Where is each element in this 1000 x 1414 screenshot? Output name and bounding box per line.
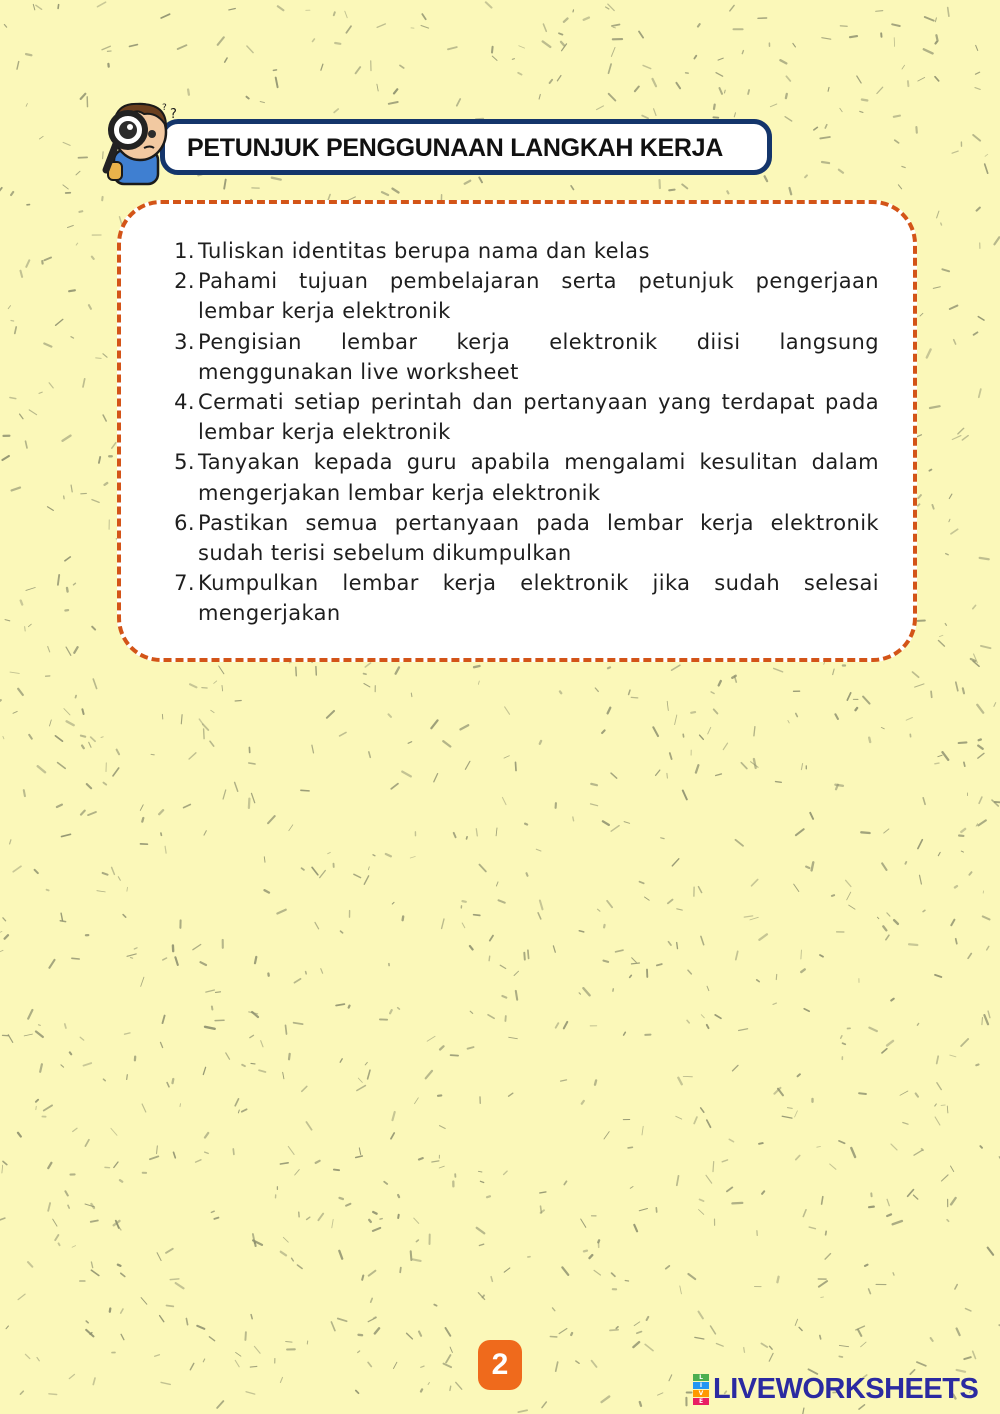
step-text: Tuliskan identitas berupa nama dan kelas (198, 239, 650, 263)
svg-text:?: ? (170, 107, 177, 122)
brand-name: LIVEWORKSHEETS (713, 1372, 979, 1405)
step-number: 6. (174, 510, 195, 535)
step-number: 4. (174, 390, 195, 415)
list-item (174, 266, 879, 326)
page-title: PETUNJUK PENGGUNAAN LANGKAH KERJA (187, 134, 723, 162)
list-item (174, 387, 879, 447)
mark-letter: I (693, 1382, 709, 1389)
list-item (174, 447, 879, 507)
instructions-card (117, 200, 917, 662)
list-item (174, 327, 879, 387)
title-banner (160, 119, 772, 175)
mark-letter: E (693, 1398, 709, 1405)
list-item (174, 508, 879, 568)
step-text: Tanyakan kepada guru apabila mengalami kesulitan dalam mengerjakan lembar kerja elektronik (198, 450, 879, 505)
step-number: 2. (174, 269, 195, 294)
step-number: 5. (174, 450, 195, 475)
list-item (174, 568, 879, 628)
list-item (174, 236, 879, 266)
step-number: 1. (174, 239, 195, 263)
step-number: 7. (174, 571, 195, 596)
step-text: Pastikan semua pertanyaan pada lembar kerja elektronik sudah terisi sebelum dikumpulkan (198, 510, 879, 566)
step-number: 3. (174, 329, 195, 354)
mark-letter: V (693, 1390, 709, 1397)
liveworksheets-mark-icon (693, 1374, 709, 1405)
liveworksheets-logo[interactable] (693, 1373, 978, 1405)
mark-letter: L (693, 1374, 709, 1381)
step-text: Kumpulkan lembar kerja elektronik jika sudah selesai mengerjakan (198, 571, 879, 626)
step-text: Cermati setiap perintah dan pertanyaan yang terdapat pada lembar kerja elektronik (198, 390, 879, 445)
instructions-list (174, 236, 879, 629)
detective-magnifier-icon (96, 98, 186, 188)
svg-text:?: ? (162, 103, 167, 113)
page-number-badge: 2 (478, 1340, 522, 1390)
step-text: Pahami tujuan pembelajaran serta petunjuk pengerjaan lembar kerja elektronik (198, 269, 879, 324)
step-text: Pengisian lembar kerja elektronik diisi langsung menggunakan live worksheet (198, 329, 879, 384)
